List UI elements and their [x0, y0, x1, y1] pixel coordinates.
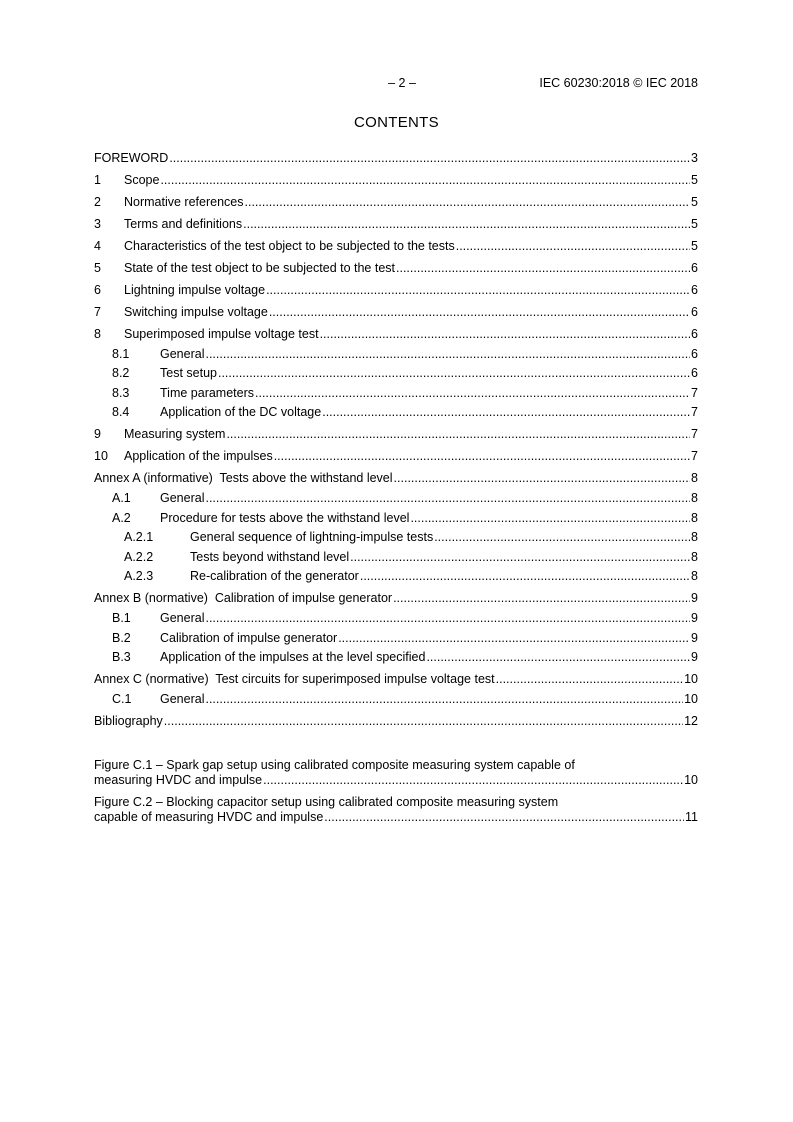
- figure-page: 11: [685, 809, 698, 824]
- toc-entry-number: 8.1: [112, 346, 130, 361]
- toc-entry-number: B.1: [112, 610, 131, 625]
- toc-entry-page: 5: [691, 239, 698, 253]
- toc-entry[interactable]: [94, 342, 698, 362]
- toc-entry[interactable]: [94, 420, 698, 442]
- toc-entry-page: 8: [691, 510, 698, 525]
- toc-entry-title: FOREWORD: [94, 151, 169, 165]
- toc-leader-dots: [396, 261, 690, 276]
- toc-entry-number: A.2.2: [124, 549, 154, 564]
- toc-entry[interactable]: [94, 526, 698, 546]
- page-header: [94, 76, 698, 92]
- toc-entry-number: 8.2: [112, 366, 130, 381]
- toc-entry-number: B.2: [112, 630, 131, 645]
- toc-entry[interactable]: [94, 606, 698, 626]
- toc-leader-dots: [434, 530, 690, 545]
- figure-entry[interactable]: [94, 795, 698, 825]
- toc-entry-title: Annex C (normative) Test circuits for superimposed impulse voltage test: [94, 672, 495, 687]
- toc-leader-dots: [205, 347, 690, 362]
- toc-entry-page: 6: [691, 327, 698, 341]
- toc-entry-title: Scope: [124, 173, 160, 187]
- figure-page: 10: [684, 772, 698, 787]
- toc-entry[interactable]: [94, 144, 698, 166]
- toc-entry-title: Annex B (normative) Calibration of impulse generator: [94, 591, 393, 606]
- toc-entry[interactable]: [94, 320, 698, 342]
- toc-entry-title: Characteristics of the test object to be subjected to the tests: [124, 239, 455, 253]
- toc-entry-page: 9: [691, 610, 698, 625]
- toc-leader-dots: [205, 611, 690, 626]
- toc-entry-title: Superimposed impulse voltage test: [124, 327, 319, 341]
- toc-entry-number: A.2.3: [124, 569, 154, 584]
- toc-leader-dots: [269, 305, 690, 320]
- toc-entry[interactable]: [94, 381, 698, 401]
- toc-entry-page: 5: [691, 217, 698, 231]
- toc-leader-dots: [426, 650, 690, 665]
- toc-entry-page: 8: [691, 471, 698, 486]
- toc-entry-title: Test setup: [160, 366, 217, 381]
- toc-leader-dots: [274, 449, 690, 464]
- figure-title-line: Figure C.1 – Spark gap setup using calibrated composite measuring system capable of: [94, 757, 575, 772]
- toc-leader-dots: [263, 773, 683, 788]
- toc-entry-number: 3: [94, 217, 101, 231]
- toc-leader-dots: [496, 672, 683, 687]
- toc-entry-title: Re-calibration of the generator: [190, 569, 359, 584]
- toc-entry-page: 10: [684, 691, 698, 706]
- toc-entry-page: 8: [691, 530, 698, 545]
- toc-entry-title: Lightning impulse voltage: [124, 283, 266, 297]
- toc-entry-number: A.1: [112, 490, 131, 505]
- toc-entry[interactable]: [94, 276, 698, 298]
- toc-entry-number: C.1: [112, 691, 132, 706]
- toc-entry-page: 3: [691, 151, 698, 165]
- toc-entry[interactable]: [94, 166, 698, 188]
- toc-leader-dots: [255, 386, 690, 401]
- toc-entry[interactable]: [94, 665, 698, 687]
- toc-leader-dots: [164, 714, 683, 729]
- figure-title-line: capable of measuring HVDC and impulse: [94, 809, 324, 824]
- toc-entry[interactable]: [94, 362, 698, 382]
- toc-entry-title: Normative references: [124, 195, 244, 209]
- toc-entry-number: 1: [94, 173, 101, 187]
- toc-leader-dots: [245, 195, 691, 210]
- toc-entry-number: 8: [94, 327, 101, 341]
- toc-entry-page: 6: [691, 261, 698, 275]
- toc-entry[interactable]: [94, 707, 698, 729]
- toc-leader-dots: [350, 550, 690, 565]
- toc-entry-page: 9: [691, 650, 698, 665]
- toc-entry-title: Application of the impulses at the level specified: [160, 650, 426, 665]
- toc-entry-number: A.2: [112, 510, 131, 525]
- toc-leader-dots: [218, 366, 690, 381]
- toc-entry[interactable]: [94, 486, 698, 506]
- toc-entry-number: 8.4: [112, 405, 130, 420]
- toc-entry-title: Time parameters: [160, 385, 255, 400]
- figure-title-continuation: [94, 810, 698, 825]
- toc-entry-page: 8: [691, 490, 698, 505]
- toc-entry-title: Calibration of impulse generator: [160, 630, 338, 645]
- toc-entry-title: Annex A (informative) Tests above the withstand level: [94, 471, 393, 486]
- toc-entry-page: 7: [691, 427, 698, 442]
- toc-entry-page: 8: [691, 549, 698, 564]
- toc-entry[interactable]: [94, 464, 698, 486]
- toc-entry[interactable]: [94, 506, 698, 526]
- toc-entry-page: 10: [684, 672, 698, 687]
- toc-entry-number: 9: [94, 427, 101, 442]
- toc-entry-number: 10: [94, 449, 108, 464]
- toc-leader-dots: [456, 239, 690, 254]
- toc-entry[interactable]: [94, 545, 698, 565]
- toc-entry-page: 8: [691, 569, 698, 584]
- toc-entry-title: Application of the impulses: [124, 449, 273, 464]
- toc-entry[interactable]: [94, 401, 698, 421]
- toc-entry[interactable]: [94, 626, 698, 646]
- figure-title-line: Figure C.2 – Blocking capacitor setup using calibrated composite measuring system: [94, 794, 559, 809]
- toc-entry-number: 2: [94, 195, 101, 209]
- toc-entry[interactable]: [94, 254, 698, 276]
- table-of-contents: [94, 144, 698, 832]
- toc-entry-number: 6: [94, 283, 101, 297]
- toc-entry-title: Terms and definitions: [124, 217, 243, 231]
- toc-entry-title: Application of the DC voltage: [160, 405, 322, 420]
- toc-leader-dots: [393, 591, 690, 606]
- toc-entry-page: 12: [684, 713, 698, 728]
- toc-entry[interactable]: [94, 565, 698, 585]
- toc-entry-number: 4: [94, 239, 101, 253]
- toc-entry-title: Procedure for tests above the withstand level: [160, 510, 410, 525]
- toc-entry-page: 9: [691, 591, 698, 606]
- toc-entry-title: Measuring system: [124, 427, 226, 442]
- figure-title-line: measuring HVDC and impulse: [94, 772, 263, 787]
- toc-leader-dots: [205, 692, 683, 707]
- toc-leader-dots: [226, 427, 690, 442]
- toc-leader-dots: [205, 491, 690, 506]
- toc-leader-dots: [322, 405, 690, 420]
- figure-title-continuation: [94, 773, 698, 788]
- toc-entry[interactable]: [94, 298, 698, 320]
- toc-entry[interactable]: [94, 442, 698, 464]
- toc-entry-page: 6: [691, 346, 698, 361]
- toc-entry-page: 7: [691, 385, 698, 400]
- toc-leader-dots: [360, 569, 690, 584]
- toc-entry[interactable]: [94, 687, 698, 707]
- toc-leader-dots: [243, 217, 690, 232]
- toc-leader-dots: [266, 283, 690, 298]
- toc-entry-number: B.3: [112, 650, 131, 665]
- section-gap: [94, 729, 698, 758]
- page-number: – 2 –: [388, 76, 416, 90]
- toc-entry-title: General: [160, 610, 205, 625]
- toc-entry[interactable]: [94, 188, 698, 210]
- toc-leader-dots: [160, 173, 690, 188]
- toc-entry-number: A.2.1: [124, 530, 154, 545]
- figure-entry[interactable]: [94, 758, 698, 788]
- toc-entry-page: 6: [691, 366, 698, 381]
- toc-entry-title: General: [160, 691, 205, 706]
- toc-entry[interactable]: [94, 646, 698, 666]
- standard-identifier: IEC 60230:2018 © IEC 2018: [539, 76, 698, 90]
- toc-entry-page: 5: [691, 195, 698, 209]
- toc-entry-title: Bibliography: [94, 713, 163, 728]
- toc-entry-number: 7: [94, 305, 101, 319]
- toc-leader-dots: [338, 631, 690, 646]
- toc-entry-number: 5: [94, 261, 101, 275]
- toc-entry-page: 6: [691, 305, 698, 319]
- toc-entry-number: 8.3: [112, 385, 130, 400]
- toc-leader-dots: [324, 810, 684, 825]
- toc-entry-title: Tests beyond withstand level: [190, 549, 350, 564]
- toc-entry-title: General: [160, 346, 205, 361]
- toc-leader-dots: [169, 151, 690, 166]
- toc-leader-dots: [394, 471, 691, 486]
- toc-entry[interactable]: [94, 584, 698, 606]
- toc-entry[interactable]: [94, 232, 698, 254]
- toc-entry-page: 6: [691, 283, 698, 297]
- page-title: CONTENTS: [354, 114, 439, 131]
- toc-entry-page: 5: [691, 173, 698, 187]
- toc-entry[interactable]: [94, 210, 698, 232]
- toc-entry-title: General sequence of lightning-impulse tests: [190, 530, 434, 545]
- toc-entry-page: 7: [691, 449, 698, 464]
- toc-entry-title: General: [160, 490, 205, 505]
- toc-entry-title: Switching impulse voltage: [124, 305, 268, 319]
- toc-entry-page: 7: [691, 405, 698, 420]
- toc-entry-title: State of the test object to be subjected to the test: [124, 261, 396, 275]
- toc-leader-dots: [410, 511, 690, 526]
- toc-leader-dots: [320, 327, 690, 342]
- toc-entry-page: 9: [691, 630, 698, 645]
